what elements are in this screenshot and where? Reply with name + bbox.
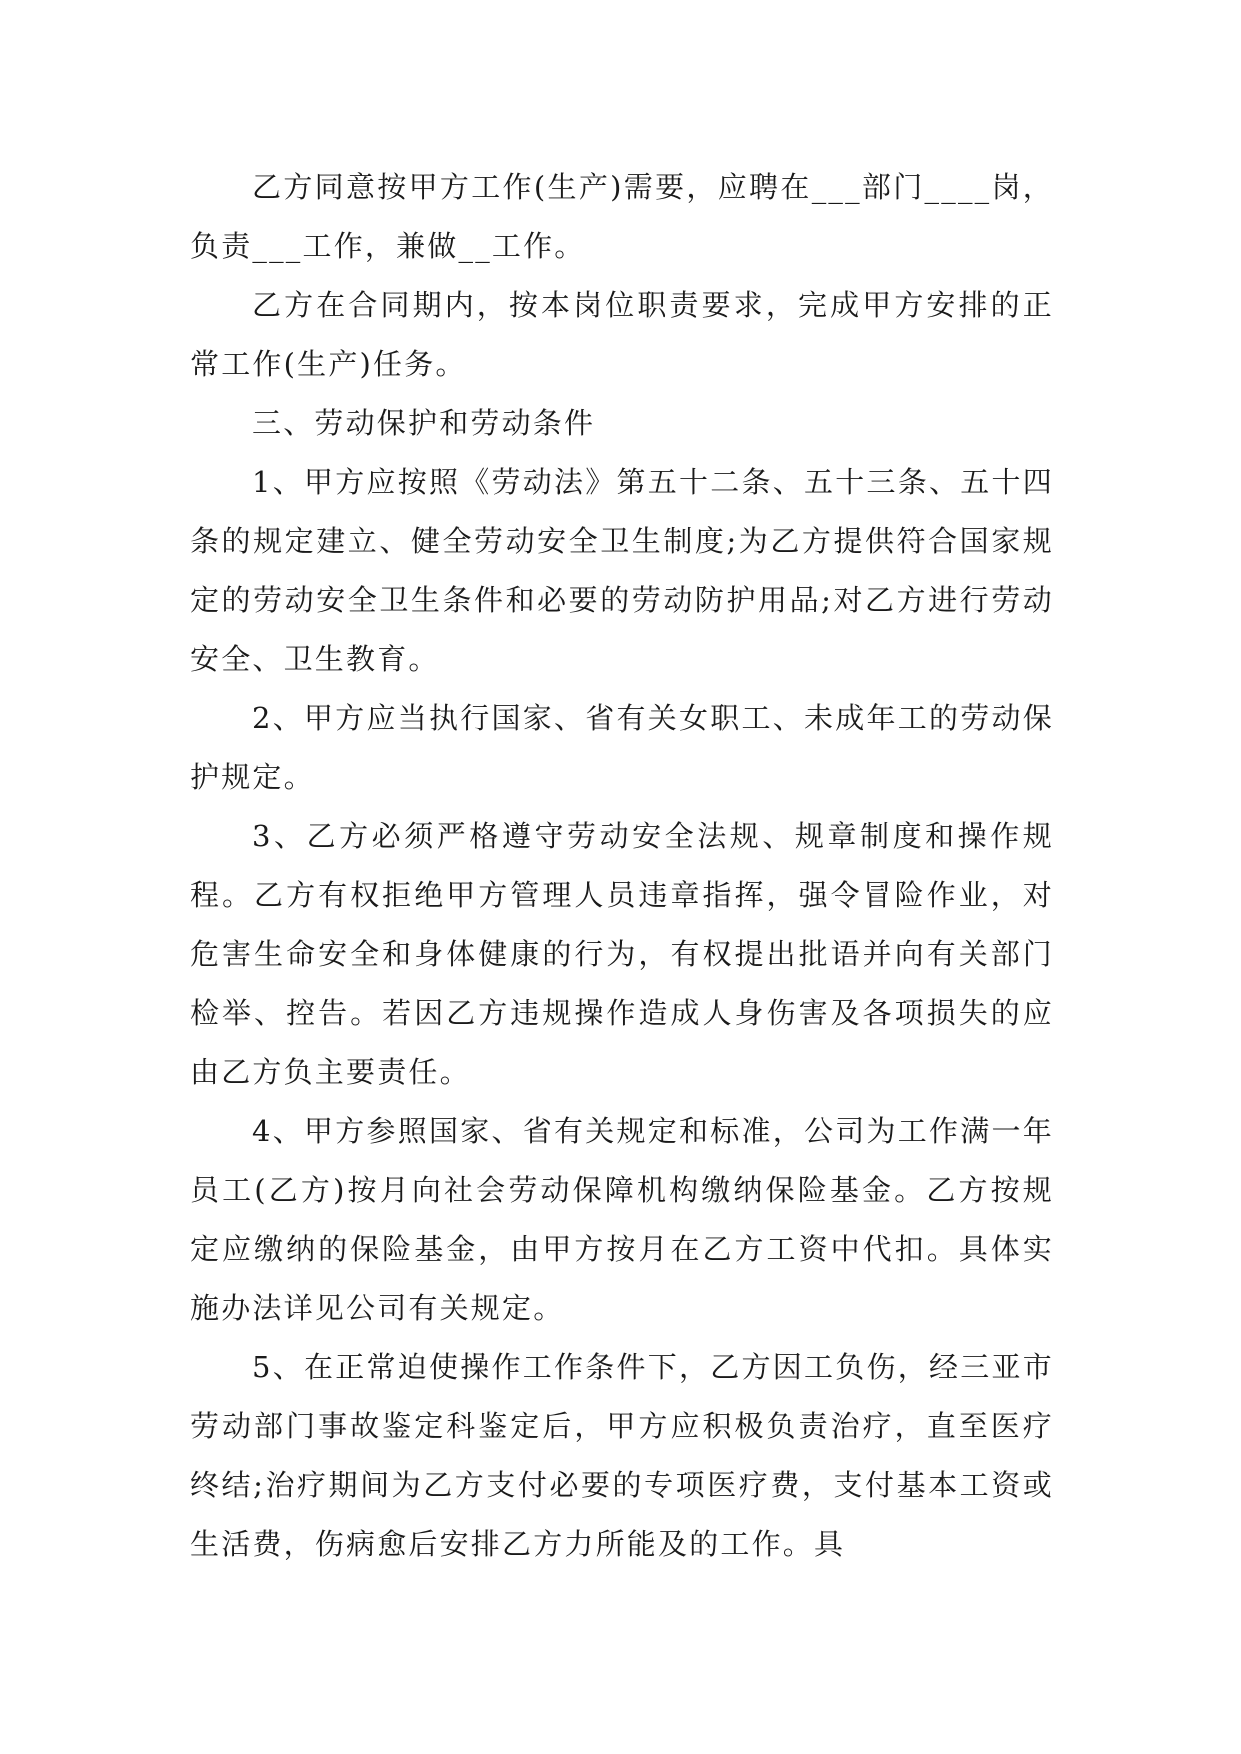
section-heading-labor-protection: 三、劳动保护和劳动条件 [252,406,596,440]
clause-3-safety-compliance: 3、乙方必须严格遵守劳动安全法规、规章制度和操作规程。乙方有权拒绝甲方管理人员违章指挥，强令冒险作业，对危害生命安全和身体健康的行为，有权提出批语并向有关部门检举、控告。若因乙方违规操作造成人身伤害及各项损失的应由乙方负主要责任。 [190,819,1054,1089]
paragraph-position-agreement: 乙方同意按甲方工作(生产)需要，应聘在___部门____岗，负责___工作，兼做__工作。 [190,170,1054,263]
document-body [190,158,1054,1574]
clause-5-work-injury: 5、在正常迫使操作工作条件下，乙方因工负伤，经三亚市劳动部门事故鉴定科鉴定后，甲方应积极负责治疗，直至医疗终结;治疗期间为乙方支付必要的专项医疗费，支付基本工资或生活费，伤病愈后安排乙方力所能及的工作。具 [190,1350,1054,1561]
paragraph-duty-completion: 乙方在合同期内，按本岗位职责要求，完成甲方安排的正常工作(生产)任务。 [190,288,1054,381]
clause-1-safety-system: 1、甲方应按照《劳动法》第五十二条、五十三条、五十四条的规定建立、健全劳动安全卫生制度;为乙方提供符合国家规定的劳动安全卫生条件和必要的劳动防护用品;对乙方进行劳动安全、卫生教育。 [190,465,1054,676]
clause-4-insurance: 4、甲方参照国家、省有关规定和标准，公司为工作满一年员工(乙方)按月向社会劳动保障机构缴纳保险基金。乙方按规定应缴纳的保险基金，由甲方按月在乙方工资中代扣。具体实施办法详见公司有关规定。 [190,1114,1054,1325]
clause-2-special-protection: 2、甲方应当执行国家、省有关女职工、未成年工的劳动保护规定。 [190,701,1054,794]
